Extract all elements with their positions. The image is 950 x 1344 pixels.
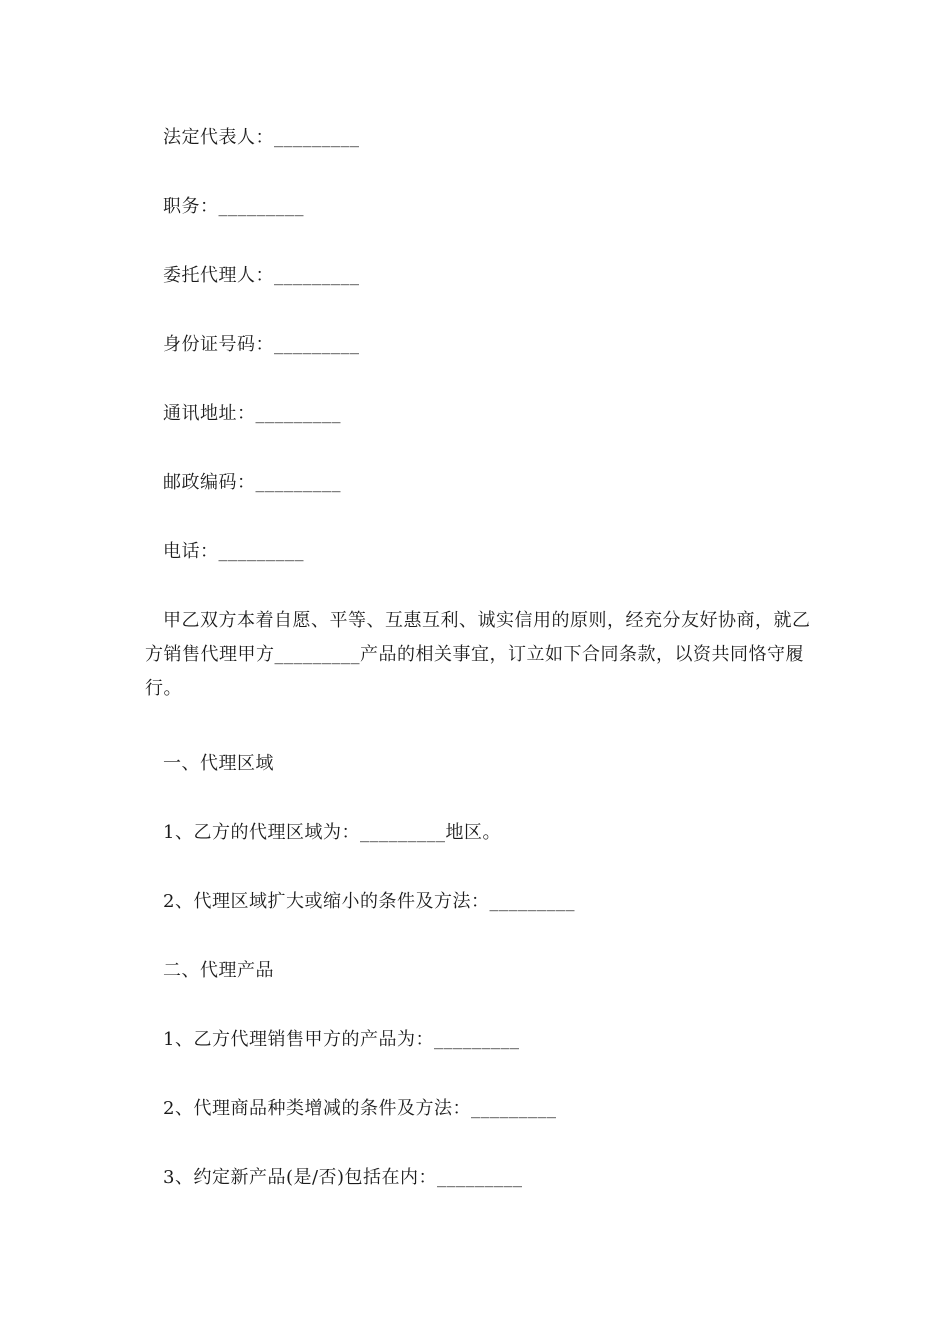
field-label: 身份证号码： — [163, 334, 274, 355]
fill-blank: _________ — [274, 127, 360, 148]
field-id-number — [163, 334, 360, 356]
clause-products-3: 3、约定新产品(是/否)包括在内：_________ — [163, 1167, 523, 1188]
field-postal-code — [163, 472, 341, 494]
field-label: 邮政编码： — [163, 472, 256, 493]
field-label: 职务： — [163, 196, 219, 217]
section-heading-products: 二、代理产品 — [163, 960, 274, 981]
fill-blank: _________ — [218, 196, 304, 217]
field-address — [163, 403, 341, 425]
fill-blank: _________ — [218, 541, 304, 562]
clause-region-1: 1、乙方的代理区域为：_________地区。 — [163, 822, 501, 843]
clause-region-2: 2、代理区域扩大或缩小的条件及方法：_________ — [163, 891, 575, 912]
field-label: 委托代理人： — [163, 265, 274, 286]
field-position — [163, 196, 304, 218]
field-phone — [163, 541, 304, 563]
fill-blank: _________ — [274, 334, 360, 355]
clause-products-1: 1、乙方代理销售甲方的产品为：_________ — [163, 1029, 520, 1050]
field-authorized-agent — [163, 265, 360, 287]
intro-paragraph: 甲乙双方本着自愿、平等、互惠互利、诚实信用的原则，经充分友好协商，就乙方销售代理甲方_________产品的相关事宜，订立如下合同条款，以资共同恪守履行。 — [145, 610, 811, 699]
fill-blank: _________ — [255, 403, 341, 424]
field-label: 法定代表人： — [163, 127, 274, 148]
field-legal-representative — [163, 127, 360, 149]
fill-blank: _________ — [274, 265, 360, 286]
field-label: 电话： — [163, 541, 219, 562]
field-label: 通讯地址： — [163, 403, 256, 424]
section-heading-region: 一、代理区域 — [163, 753, 274, 774]
clause-products-2: 2、代理商品种类增减的条件及方法：_________ — [163, 1098, 557, 1119]
fill-blank: _________ — [255, 472, 341, 493]
